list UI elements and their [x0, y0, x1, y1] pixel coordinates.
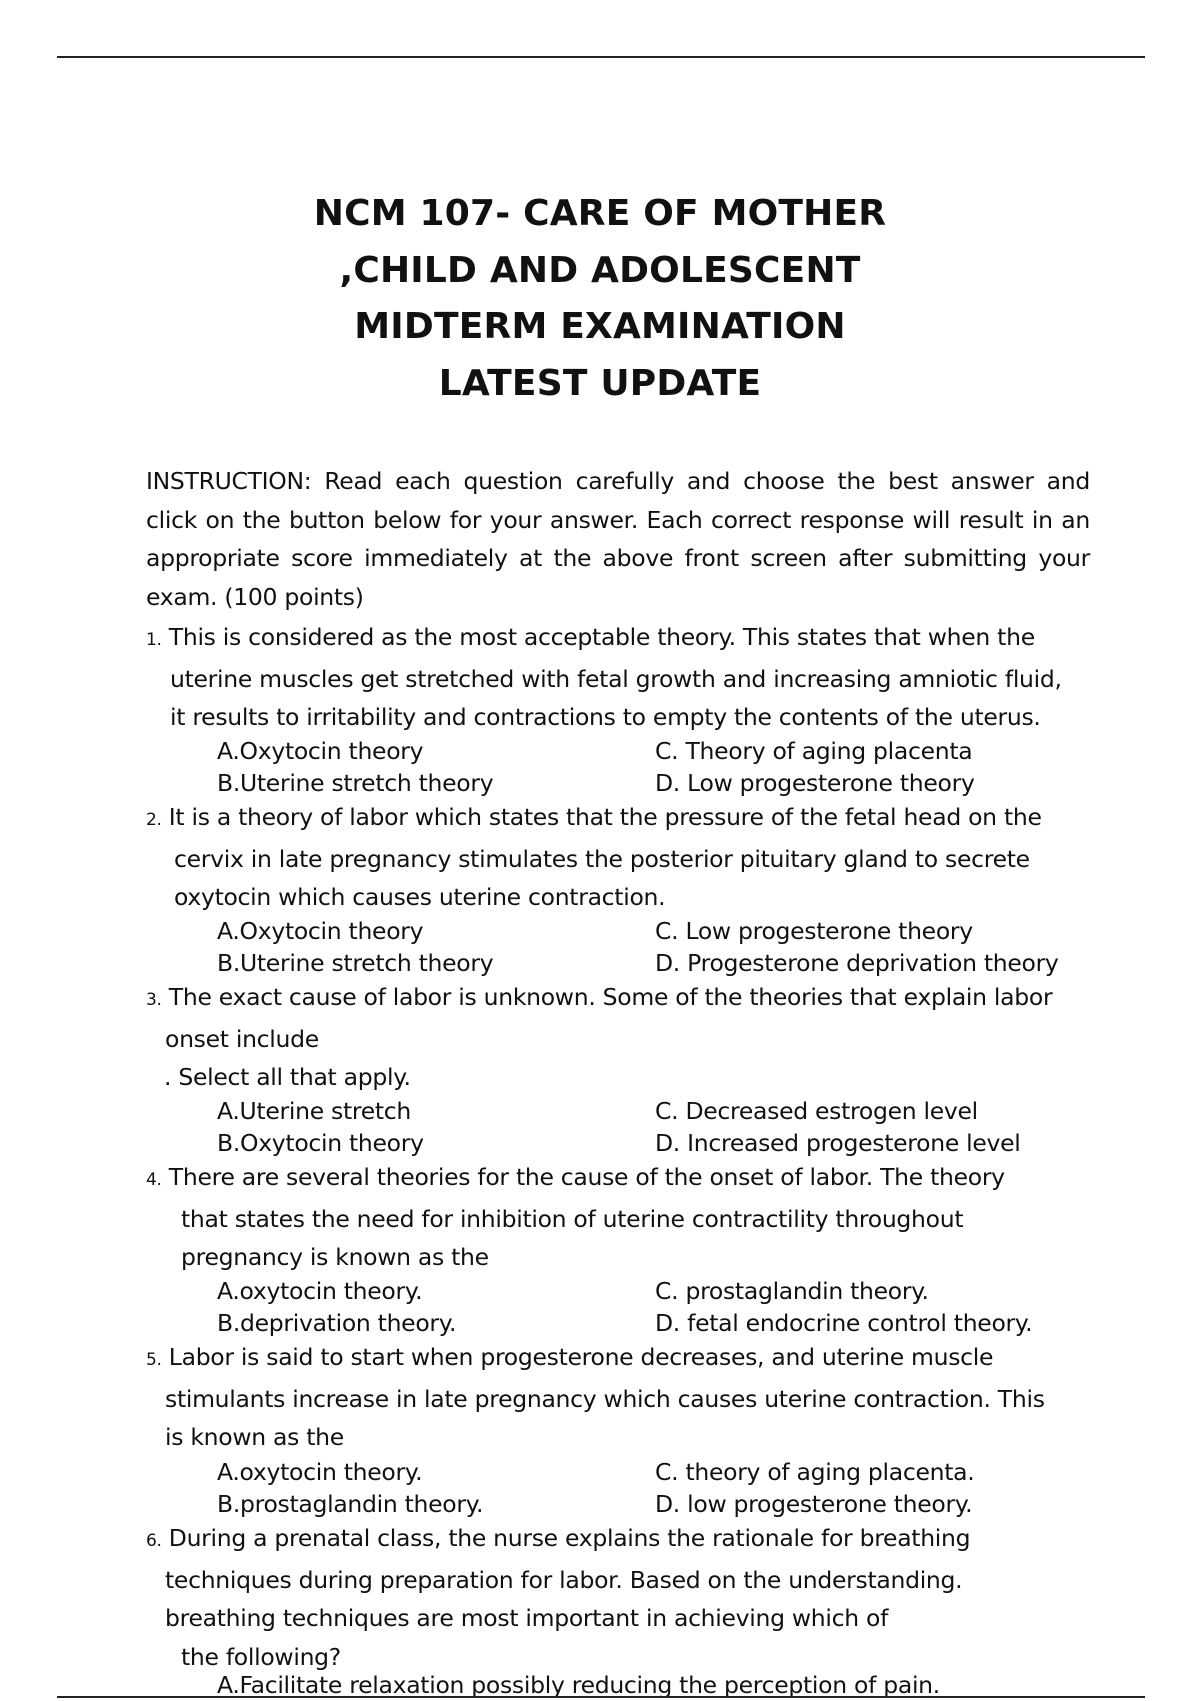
question-number: 2.: [146, 810, 162, 830]
question-number: 6.: [146, 1531, 162, 1551]
question-3: [146, 978, 1052, 1097]
top-rule: [57, 56, 1145, 58]
option-d: D. low progesterone theory.: [655, 1490, 973, 1518]
option-d: D. Progesterone deprivation theory: [655, 949, 1059, 977]
question-text-line: There are several theories for the cause of the onset of labor. The theory: [168, 1163, 1005, 1191]
question-text-line: During a prenatal class, the nurse explains the rationale for breathing: [168, 1524, 971, 1552]
question-number: 3.: [146, 990, 162, 1010]
option-a: A.Facilitate relaxation possibly reducing the perception of pain.: [217, 1671, 940, 1699]
question-text-line: oxytocin which causes uterine contraction.: [174, 883, 666, 911]
option-d: D. Increased progesterone level: [655, 1129, 1021, 1157]
option-c: C. Decreased estrogen level: [655, 1097, 978, 1125]
question-text-line: This is considered as the most acceptable theory. This states that when the: [168, 623, 1035, 651]
option-a: A.oxytocin theory.: [217, 1458, 423, 1486]
option-d: D. fetal endocrine control theory.: [655, 1309, 1033, 1337]
option-b: B.prostaglandin theory.: [217, 1490, 484, 1518]
option-a: A.Oxytocin theory: [217, 737, 424, 765]
question-6: [146, 1519, 970, 1676]
title-line-4: LATEST UPDATE: [438, 362, 762, 404]
option-c: C. theory of aging placenta.: [655, 1458, 975, 1486]
question-number: 5.: [146, 1350, 162, 1370]
title-line-2: ,CHILD AND ADOLESCENT: [339, 249, 861, 291]
option-c: C. Theory of aging placenta: [655, 737, 973, 765]
question-text-line: cervix in late pregnancy stimulates the posterior pituitary gland to secrete: [174, 844, 1030, 873]
question-text-line: stimulants increase in late pregnancy which causes uterine contraction. This: [165, 1384, 1045, 1413]
option-b: B.Uterine stretch theory: [217, 769, 494, 797]
option-a: A.oxytocin theory.: [217, 1277, 423, 1305]
question-5: [146, 1338, 1045, 1457]
question-text-line: it results to irritability and contractions to empty the contents of the uterus.: [170, 703, 1041, 731]
question-text-line: uterine muscles get stretched with fetal growth and increasing amniotic fluid,: [170, 664, 1062, 693]
option-b: B.Uterine stretch theory: [217, 949, 494, 977]
option-a: A.Uterine stretch: [217, 1097, 412, 1125]
option-d: D. Low progesterone theory: [655, 769, 975, 797]
question-text-line: is known as the: [165, 1423, 344, 1451]
question-number: 4.: [146, 1170, 162, 1190]
title-line-1: NCM 107- CARE OF MOTHER: [313, 193, 887, 234]
question-text-line: It is a theory of labor which states that the pressure of the fetal head on the: [168, 803, 1042, 831]
option-b: B.Oxytocin theory: [217, 1129, 424, 1157]
question-4: [146, 1158, 1005, 1277]
option-a: A.Oxytocin theory: [217, 917, 424, 945]
question-text-line: that states the need for inhibition of uterine contractility throughout: [181, 1204, 964, 1233]
question-text-line: . Select all that apply.: [164, 1063, 411, 1091]
title-line-3: MIDTERM EXAMINATION: [354, 306, 846, 347]
bottom-rule: [57, 1696, 1145, 1698]
question-number: 1.: [146, 630, 162, 650]
question-text-line: the following?: [181, 1642, 341, 1671]
option-b: B.deprivation theory.: [217, 1309, 457, 1337]
question-text-line: onset include: [165, 1024, 319, 1053]
question-1: [146, 618, 1062, 737]
question-text-line: Labor is said to start when progesterone decreases, and uterine muscle: [168, 1343, 994, 1371]
instruction-paragraph: INSTRUCTION: Read each question carefully and choose the best answer and click on the button below for your answer. Each correct response will result in an appropriate score immediately at the above front screen after submitting your exam. (100 points): [146, 467, 1090, 611]
option-c: C. Low progesterone theory: [655, 917, 973, 945]
question-2: [146, 798, 1042, 917]
question-text-line: pregnancy is known as the: [181, 1243, 489, 1271]
question-text-line: breathing techniques are most important in achieving which of: [165, 1604, 889, 1632]
question-text-line: techniques during preparation for labor. Based on the understanding.: [165, 1565, 963, 1594]
exam-title: [0, 186, 1200, 412]
question-text-line: The exact cause of labor is unknown. Some of the theories that explain labor: [168, 983, 1053, 1011]
option-c: C. prostaglandin theory.: [655, 1277, 929, 1305]
